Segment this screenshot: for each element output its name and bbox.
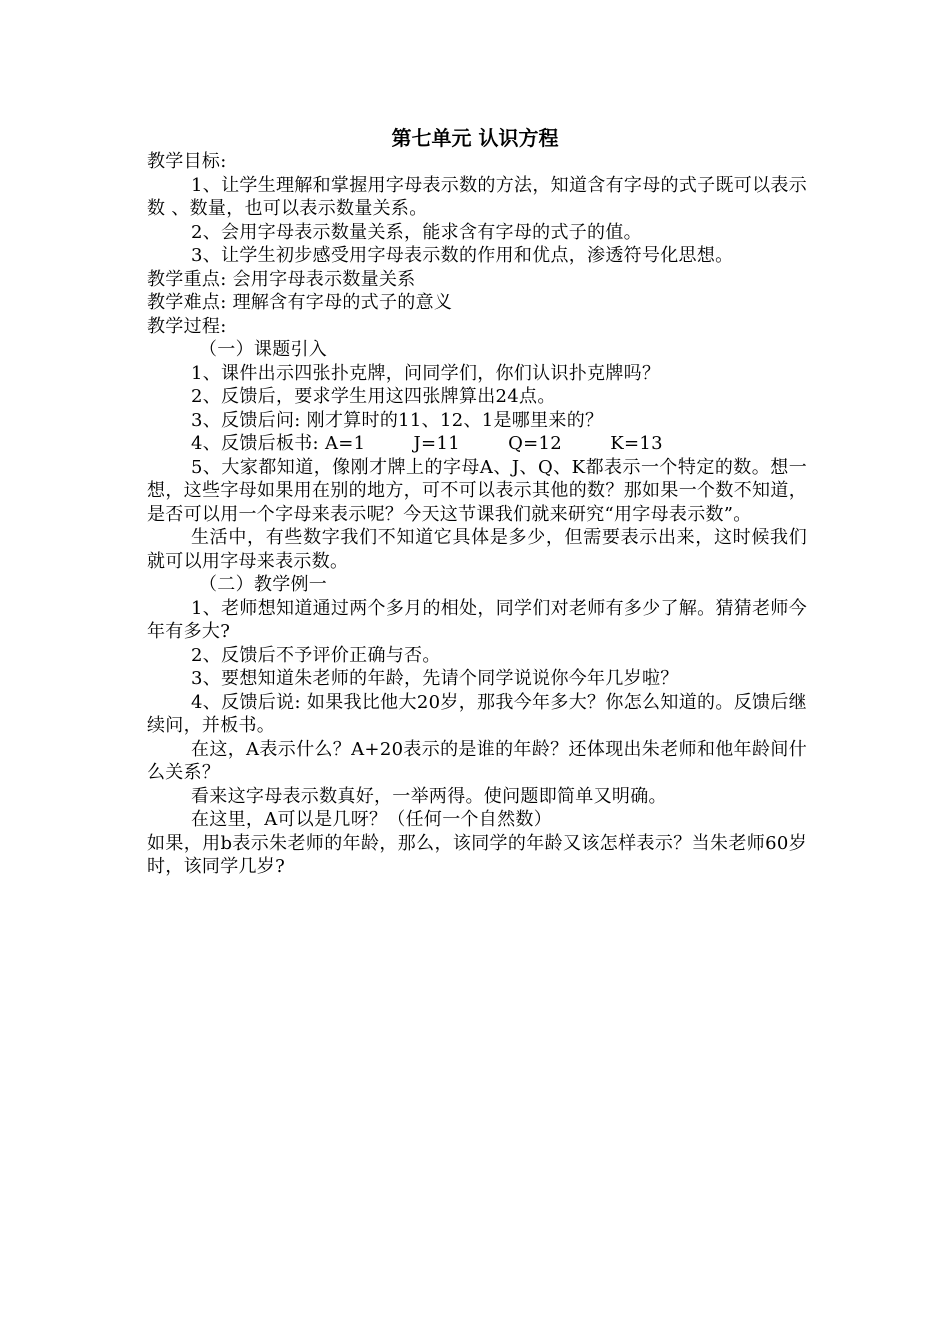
paragraph-intro-summary: 生活中，有些数字我们不知道它具体是多少，但需要表示出来，这时候我们就可以用字母来表示数。 — [147, 527, 807, 572]
section-heading-intro: （一）课题引入 — [199, 339, 328, 360]
paragraph-intro-5: 5、大家都知道，像刚才牌上的字母A、J、Q、K都表示一个特定的数。想一想，这些字母如果用在别的地方，可不可以表示其他的数？那如果一个数不知道，是否可以用一个字母来表示呢？今天这节课我们就来研究“用字母表示数”。 — [147, 456, 807, 525]
paragraph-example-extension: 如果，用b表示朱老师的年龄，那么，该同学的年龄又该怎样表示？当朱老师60岁时，该同学几岁? — [147, 832, 807, 877]
paragraph-objectives-heading: 教学目标: — [147, 151, 227, 172]
paragraph-objective-2: 2、会用字母表示数量关系，能求含有字母的式子的值。 — [191, 221, 642, 243]
paragraph-example-question: 在这，A表示什么？A+20表示的是谁的年龄？还体现出朱老师和他年龄间什么关系？ — [147, 738, 807, 783]
paragraph-example-comment: 看来这字母表示数真好，一举两得。使问题即简单又明确。 — [191, 785, 667, 807]
paragraph-example-3: 3、要想知道朱老师的年龄，先请个同学说说你今年几岁啦？ — [191, 668, 679, 689]
paragraph-example-2: 2、反馈后不予评价正确与否。 — [191, 644, 441, 666]
paragraph-intro-1: 1、课件出示四张扑克牌，问同学们，你们认识扑克牌吗？ — [191, 362, 661, 384]
document-body — [147, 150, 807, 879]
document-title: 第七单元 认识方程 — [391, 126, 559, 150]
paragraph-intro-2: 2、反馈后，要求学生用这四张牌算出24点。 — [191, 386, 556, 407]
paragraph-example-1: 1、老师想知道通过两个多月的相处，同学们对老师有多少了解。猜猜老师今年有多大? — [147, 597, 807, 642]
paragraph-example-value: 在这里，A可以是几呀？（任何一个自然数） — [191, 809, 552, 830]
paragraph-intro-4: 4、反馈后板书: A=1 J=11 Q=12 K=13 — [191, 433, 663, 454]
paragraph-process-heading: 教学过程: — [147, 315, 227, 337]
section-heading-example-1: （二）教学例一 — [199, 574, 328, 595]
paragraph-key-point: 教学重点: 会用字母表示数量关系 — [147, 268, 416, 290]
paragraph-example-4: 4、反馈后说: 如果我比他大20岁，那我今年多大？你怎么知道的。反馈后继续问，并板书。 — [147, 691, 807, 736]
paragraph-objective-1: 1、让学生理解和掌握用字母表示数的方法，知道含有字母的式子既可以表示数 、数量，也可以表示数量关系。 — [147, 174, 807, 219]
paragraph-difficulty: 教学难点: 理解含有字母的式子的意义 — [147, 292, 453, 313]
paragraph-intro-3: 3、反馈后问: 刚才算时的11、12、1是哪里来的？ — [191, 409, 604, 431]
paragraph-objective-3: 3、让学生初步感受用字母表示数的作用和优点，渗透符号化思想。 — [191, 245, 734, 266]
